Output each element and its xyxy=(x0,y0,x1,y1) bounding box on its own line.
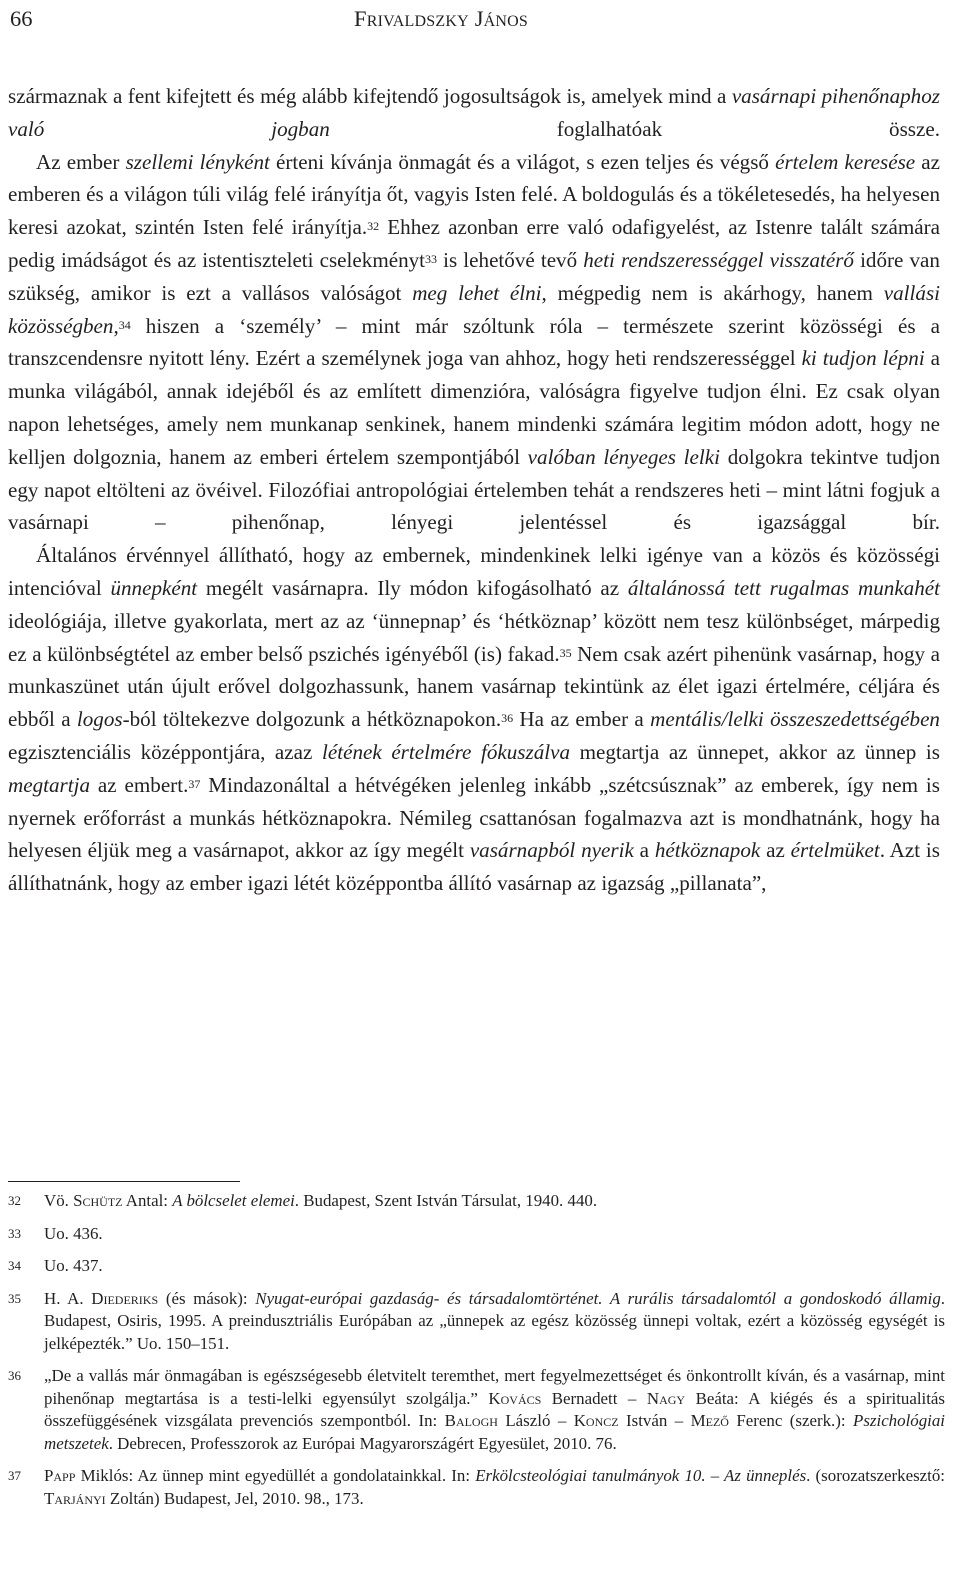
italic-text: Pszichológiai metszetek xyxy=(44,1411,945,1453)
author-name: Diederiks xyxy=(91,1288,159,1308)
italic-text: Nyugat-európai gazdaság- és társadalomtörténet. A rurális társadalomtól a gondoskodó államig xyxy=(255,1288,941,1308)
footnote-number: 36 xyxy=(8,1368,21,1383)
italic-text: értelem keresése xyxy=(775,149,916,174)
footnote-ref: 36 xyxy=(501,711,514,726)
body-text xyxy=(8,80,940,900)
author-name: Papp xyxy=(44,1466,76,1485)
footnote-rule xyxy=(8,1181,240,1182)
italic-text: meg lehet élni xyxy=(412,280,542,305)
italic-text: hétköznapok xyxy=(654,838,761,863)
footnote-ref: 33 xyxy=(425,251,438,266)
page-number: 66 xyxy=(10,6,33,31)
italic-text: vallási közösségben xyxy=(8,280,941,338)
paragraph: Általános érvénnyel állítható, hogy az embernek, mindenkinek lelki igénye van a közös és közösségi intencióval ünnepként megélt vasárnapra. Ily módon kifogásolható az általánossá tett rugalmas munkahét ideológiája, illetve gyakorlata, mert az az ‘ünnepnap’ és ‘hétköznap’ között nem tesz különbséget, márpedig ez a különbségtétel az ember belső pszichés igényéből (is) fakad.$^{35}$ Nem csak azért pihenünk vasárnap, hogy a munkaszünet után újult erővel dolgozhassunk, hanem vasárnap tekintünk az élet igazi értelmére, céljára és ebből a logos-ból töltekezve dolgozunk a hétköznapokon.$^{36}$ Ha az ember a mentális/lelki összeszedettségében egzisztenciális középpontjára, azaz létének értelmére fókuszálva megtartja az ünnepet, akkor az ünnep is megtartja az embert.$^{37}$ Mindazonáltal a hétvégéken jelenleg inkább „szétcsúsznak” az emberek, így nem is nyernek erőforrást a munkás hétköznapokra. Némileg csattanósan fogalmazva azt is mondhatnánk, hogy ha helyesen éljük meg a vasárnapot, akkor az így megélt vasárnapból nyerik a hétköznapok az értelmüket. Azt is állíthatnánk, hogy az ember igazi létét középpontba állító vasárnap az igazság „pillanata”, xyxy=(8,543,941,896)
paragraph: származnak a fent kifejtett és még alább kifejtendő jogosultságok is, amelyek mind a vasárnapi pihenőnaphoz való jogban foglalhatóak össze. xyxy=(8,84,940,141)
footnote-item: 37 Papp Miklós: Az ünnep mint egyedüllét a gondolatainkkal. In: Erkölcsteológiai tanulmányok 10. – Az ünneplés. (sorozatszerkesztő: Tarjányi Zoltán) Budapest, Jel, 2010. 98., 173. xyxy=(8,1466,945,1508)
footnote-item: 32 Vö. Schütz Antal: A bölcselet elemei. Budapest, Szent István Társulat, 1940. 440. xyxy=(0,1190,945,1213)
author-name: Tarjányi xyxy=(44,1488,106,1508)
footnote-item: 33 Uo. 436. xyxy=(0,1223,945,1246)
footnote-item: 35 H. A. Diederiks (és mások): Nyugat-európai gazdaság- és társadalomtörténet. A rurális társadalomtól a gondoskodó államig. Budapest, Osiris, 1995. A preindusztriális Európában az „ünnepek az egész közösség ünnepi voltak, ezért a közösség egységét is jelképezték.” Uo. 150–151. xyxy=(8,1288,946,1353)
footnote-ref: 32 xyxy=(367,219,380,234)
footnote-ref: 34 xyxy=(118,317,131,332)
footnote-ref: 37 xyxy=(188,776,201,791)
italic-text: általánossá tett rugalmas munkahét xyxy=(627,575,941,600)
author-name: Balogh xyxy=(444,1411,498,1430)
italic-text: értelmüket xyxy=(790,838,880,863)
footnote-number: 37 xyxy=(8,1468,21,1483)
author-name: Koncz xyxy=(573,1411,619,1430)
italic-text: A bölcselet elemei xyxy=(172,1191,295,1210)
italic-text: mentális/lelki összeszedettségében xyxy=(650,707,940,732)
italic-text: vasárnapi pihenőnaphoz való jogban xyxy=(8,84,940,141)
italic-text: Erkölcsteológiai tanulmányok 10. – Az ünneplés xyxy=(475,1466,807,1485)
italic-text: megtartja xyxy=(8,772,91,797)
italic-text: vasárnapból nyerik xyxy=(469,838,634,863)
author-name: Schütz xyxy=(73,1191,123,1210)
italic-text: ünnepként xyxy=(110,575,198,600)
footnote-ref: 35 xyxy=(559,645,572,660)
footnote-number: 34 xyxy=(8,1258,21,1273)
running-head-author: Frivaldszky János xyxy=(354,6,529,31)
footnote-item: 36 „De a vallás már önmagában is egészségesebb életvitelt teremthet, mert fegyelmezettséget és önkontrollt kíván, és a vasárnap, mint pihenőnap megtartása is a testi-lelki egyensúlyt szolgálja.” Kovács Bernadett – Nagy Beáta: A kiégés és a spiritualitás összefüggésének vizsgálata prevenciós szempontból. In: Balogh László – Koncz István – Mező Ferenc (szerk.): Pszichológiai metszetek. Debrecen, Professzorok az Európai Magyarországért Egyesület, 2010. 76. xyxy=(8,1366,946,1453)
footnote-number: 35 xyxy=(8,1290,21,1306)
italic-text: logos xyxy=(76,707,123,732)
author-name: Kovács xyxy=(488,1388,542,1408)
paragraph: Az ember szellemi lényként érteni kívánja önmagát és a világot, s ezen teljes és végső értelem keresése az emberen és a világon túli világ felé irányítja őt, vagyis Isten felé. A boldogulás és a tökéletesedés, ha helyesen keresi azokat, szintén Isten felé irányítja.$^{32}$ Ehhez azonban erre való odafigyelést, az Istenre talált számára pedig imádságot és az istentiszteleti cselekményt$^{33}$ is lehetővé tevő heti rendszerességgel visszatérő időre van szükség, amikor is ezt a vallásos valóságot meg lehet élni, mégpedig nem is akárhogy, hanem vallási közösségben,$^{34}$ hiszen a ‘személy’ – mint már szóltunk róla – természete szerint közösségi és a transzcendensre nyitott lény. Ezért a személynek joga van ahhoz, hogy heti rendszerességgel ki tudjon lépni a munka világából, annak idejéből és az említett dimenzióra, valóságra figyelve tudjon élni. Ez csak olyan napon lehetséges, amely nem munkanap senkinek, hanem mindenki számára legitim módon adott, hogy ne kelljen dolgoznia, hanem az emberi értelem szempontjából valóban lényeges lelki dolgokra tekintve tudjon egy napot eltölteni az övéivel. Filozófiai antropológiai értelemben tehát a rendszeres heti – mint látni fogjuk a vasárnapi – pihenőnap, lényegi jelentéssel és igazsággal bír. xyxy=(8,149,941,535)
italic-text: ki tudjon lépni xyxy=(801,346,925,371)
italic-text: valóban lényeges lelki xyxy=(527,444,720,469)
italic-text: létének értelmére fókuszálva xyxy=(322,739,571,764)
footnote-item: 34 Uo. 437. xyxy=(0,1255,945,1278)
footnote-number: 32 xyxy=(8,1193,21,1208)
page-header xyxy=(10,6,946,36)
author-name: Nagy xyxy=(646,1388,686,1408)
italic-text: heti rendszerességgel visszatérő xyxy=(583,247,854,272)
footnote-number: 33 xyxy=(8,1225,21,1241)
italic-text: szellemi lényként xyxy=(125,149,270,174)
footnotes xyxy=(0,1190,945,1520)
author-name: Mező xyxy=(690,1411,729,1430)
